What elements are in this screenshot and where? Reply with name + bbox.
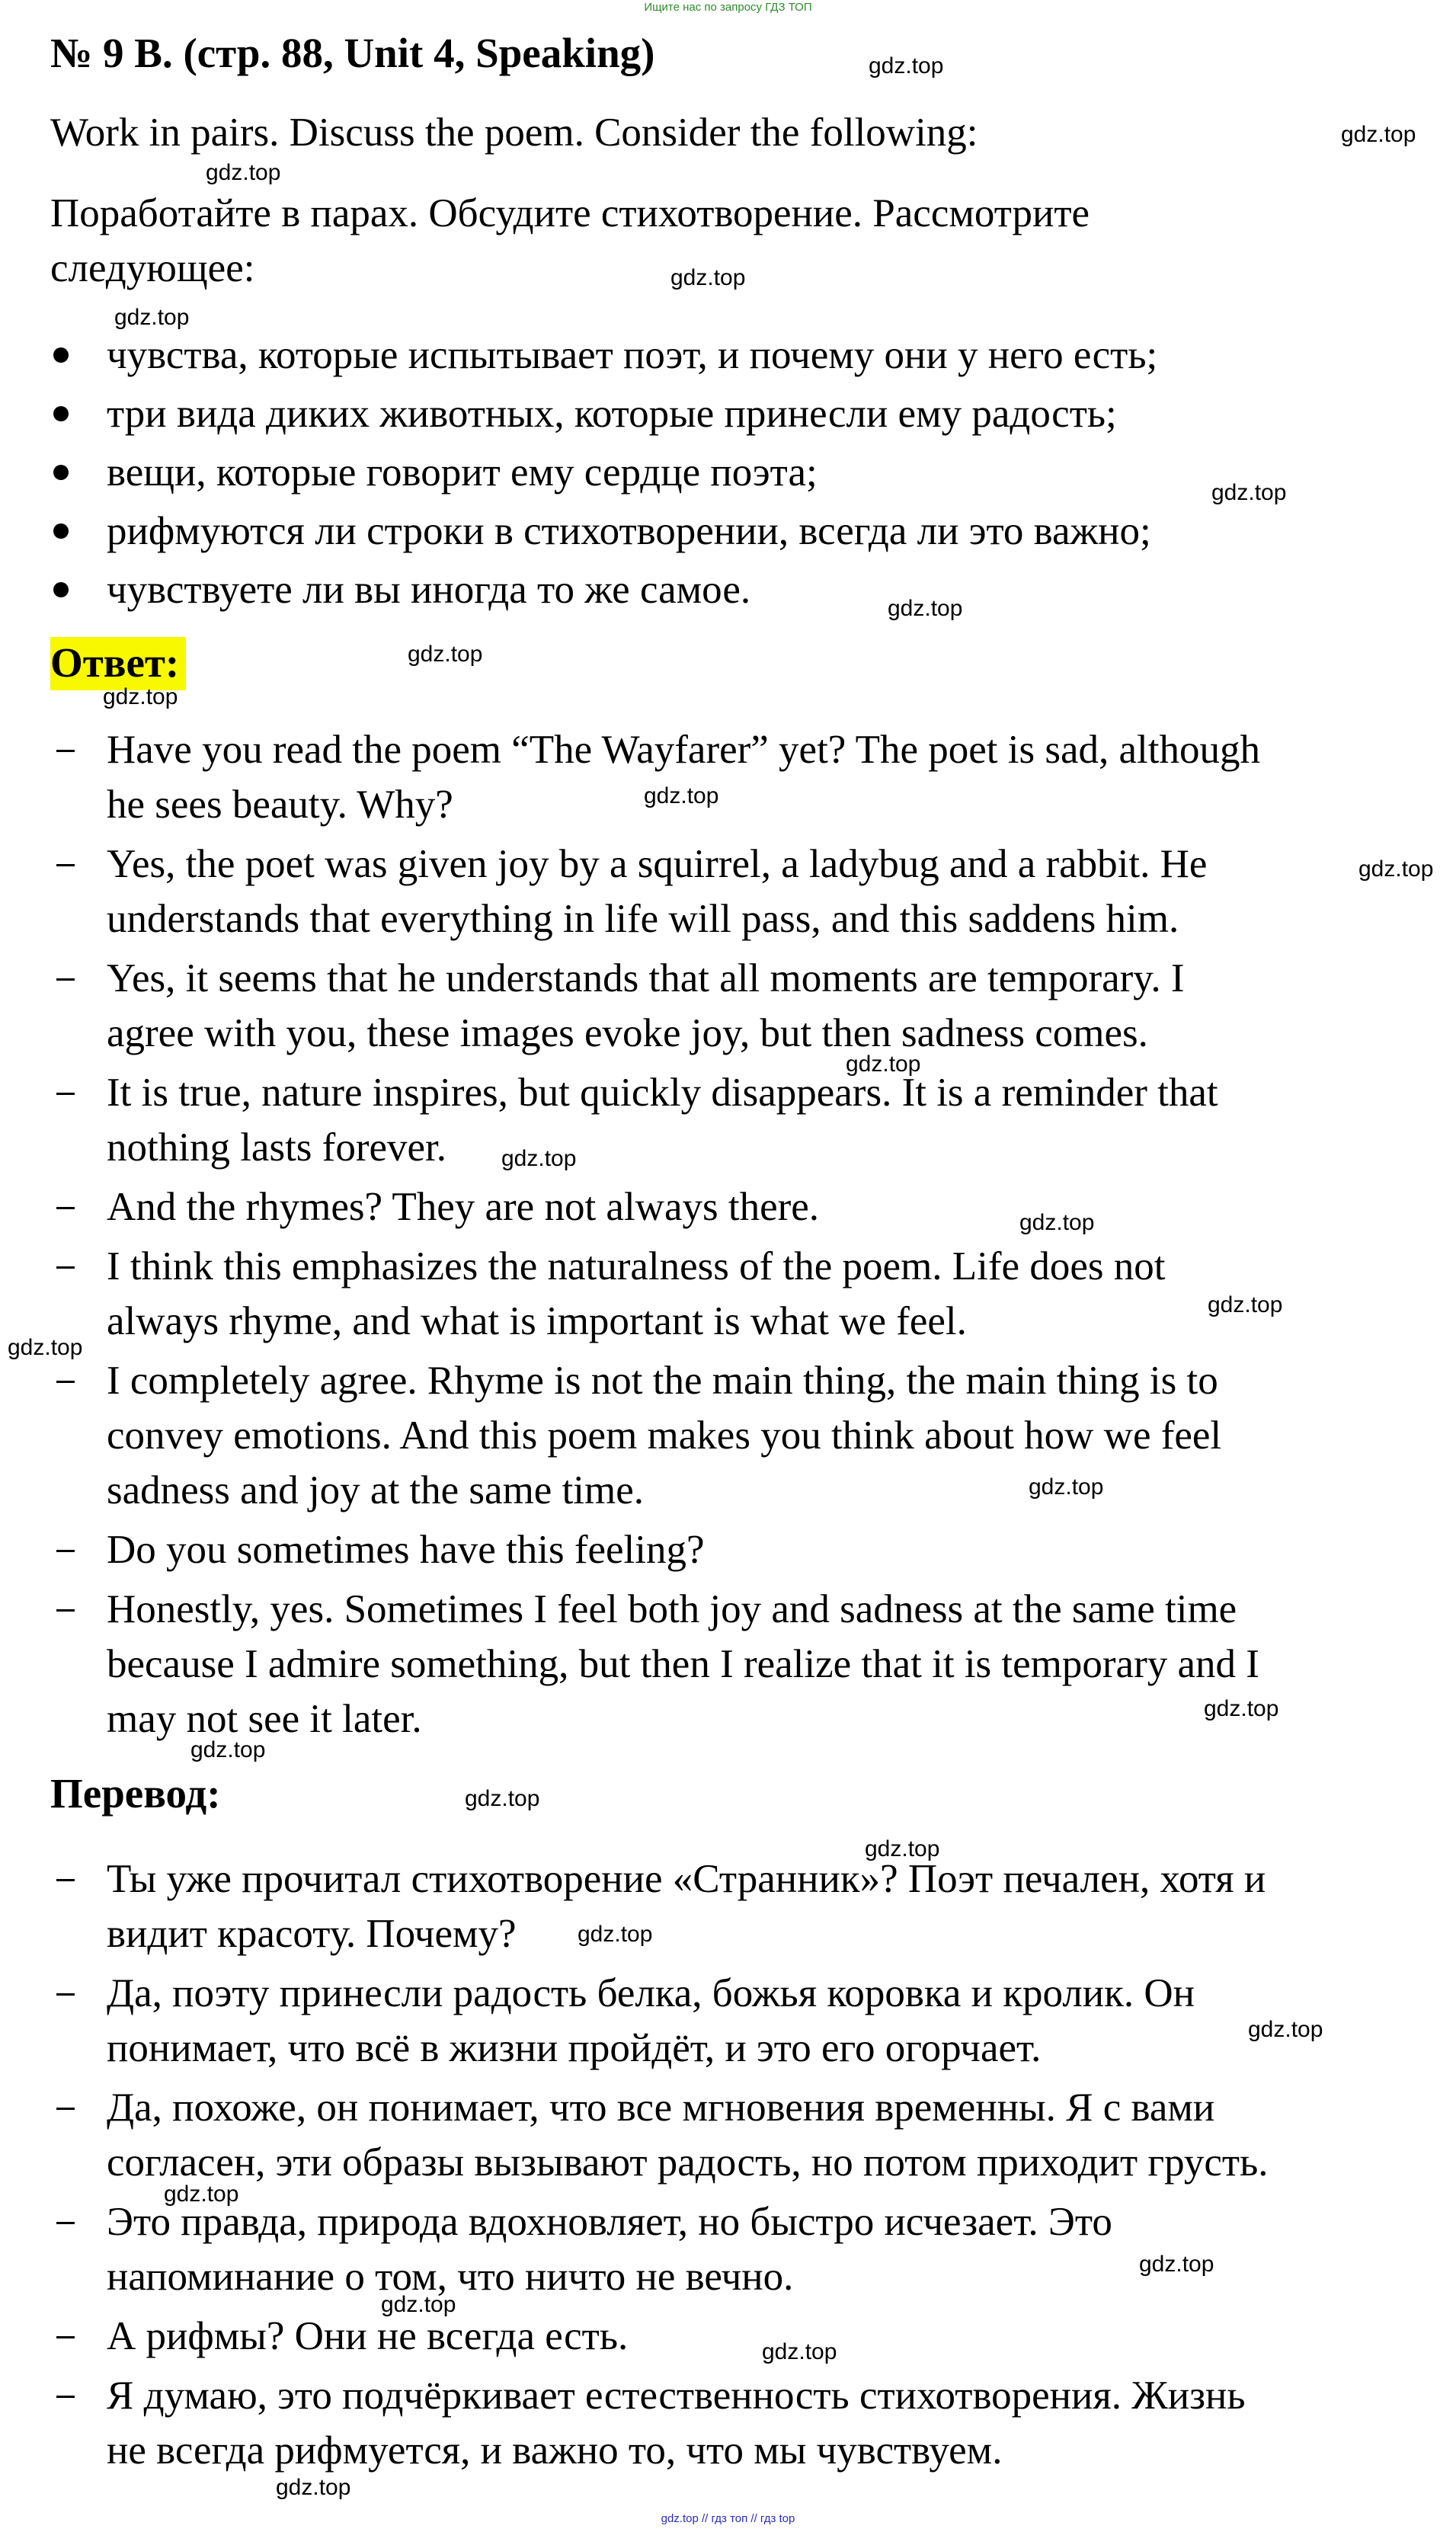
answer-line: Honestly, yes. Sometimes I feel both joy and sadness at the same time (107, 1587, 1237, 1631)
dash-icon (56, 2108, 75, 2110)
watermark: gdz.top (1341, 122, 1416, 147)
watermark: gdz.top (8, 1335, 83, 1360)
watermark: gdz.top (888, 596, 963, 621)
watermark: gdz.top (114, 305, 190, 330)
dash-icon (56, 1993, 75, 1996)
watermark: gdz.top (408, 642, 483, 667)
watermark: gdz.top (465, 1786, 540, 1811)
dash-icon (56, 1381, 75, 1383)
dash-icon (56, 1879, 75, 1881)
watermark: gdz.top (1204, 1696, 1279, 1721)
task-english: Work in pairs. Discuss the poem. Consider the following: (50, 110, 978, 155)
dash-icon (56, 1207, 75, 1209)
watermark: gdz.top (501, 1146, 577, 1171)
translation-line: А рифмы? Они не всегда есть. (107, 2314, 629, 2358)
dash-icon (56, 2396, 75, 2398)
translation-heading: Перевод: (50, 1770, 221, 1817)
task-item-2: три вида диких животных, которые принесли ему радость; (107, 392, 1117, 436)
watermark: gdz.top (190, 1737, 266, 1762)
dash-icon (56, 1266, 75, 1269)
translation-line: понимает, что всё в жизни пройдёт, и это его огорчает. (107, 2026, 1042, 2070)
bullet-icon (53, 406, 69, 421)
dash-icon (56, 2336, 75, 2338)
bullet-icon (53, 582, 69, 597)
answer-line: understands that everything in life will pass, and this saddens him. (107, 897, 1179, 941)
answer-heading: Ответ: (50, 639, 180, 686)
task-russian-line-2: следующее: (50, 246, 255, 290)
watermark: gdz.top (865, 1836, 940, 1861)
answer-line: I think this emphasizes the naturalness of the poem. Life does not (107, 1244, 1166, 1288)
translation-line: Я думаю, это подчёркивает естественность стихотворения. Жизнь (107, 2374, 1246, 2418)
translation-line: напоминание о том, что ничто не вечно. (107, 2255, 794, 2299)
bottom-banner: gdz.top // гдз топ // гдз top (661, 2512, 795, 2525)
answer-line: sadness and joy at the same time. (107, 1468, 645, 1512)
watermark: gdz.top (381, 2292, 456, 2317)
answer-line: he sees beauty. Why? (107, 783, 453, 827)
watermark: gdz.top (206, 160, 281, 185)
translation-line: видит красоту. Почему? (107, 1912, 517, 1956)
watermark: gdz.top (846, 1052, 921, 1077)
answer-line: And the rhymes? They are not always there. (107, 1185, 820, 1229)
watermark: gdz.top (276, 2475, 351, 2500)
translation-line: Ты уже прочитал стихотворение «Странник»? Поэт печален, хотя и (107, 1857, 1266, 1901)
answer-line: because I admire something, but then I realize that it is temporary and I (107, 1642, 1259, 1686)
answer-line: Yes, it seems that he understands that all moments are temporary. I (107, 956, 1185, 1000)
dash-icon (56, 2222, 75, 2224)
translation-line: Это правда, природа вдохновляет, но быстро исчезает. Это (107, 2200, 1112, 2244)
translation-line: не всегда рифмуется, и важно то, что мы чувствуем. (107, 2428, 1003, 2473)
translation-line: согласен, эти образы вызывают радость, но потом приходит грусть. (107, 2140, 1269, 2185)
bullet-icon (53, 523, 69, 539)
task-item-3: вещи, которые говорит ему сердце поэта; (107, 450, 818, 495)
page-title: № 9 B. (стр. 88, Unit 4, Speaking) (50, 30, 655, 76)
dash-icon (56, 1550, 75, 1552)
watermark: gdz.top (1029, 1474, 1104, 1500)
task-item-1: чувства, которые испытывает поэт, и почему они у него есть; (107, 333, 1158, 377)
task-item-4: рифмуются ли строки в стихотворении, всегда ли это важно; (107, 509, 1151, 553)
watermark: gdz.top (670, 265, 746, 290)
answer-line: I completely agree. Rhyme is not the main thing, the main thing is to (107, 1359, 1218, 1403)
answer-line: nothing lasts forever. (107, 1125, 446, 1170)
answer-line: may not see it later. (107, 1697, 422, 1741)
bullet-icon (53, 347, 69, 363)
watermark: gdz.top (869, 53, 944, 78)
watermark: gdz.top (762, 2339, 837, 2364)
bullet-icon (53, 465, 69, 480)
answer-line: Have you read the poem “The Wayfarer” yet? The poet is sad, although (107, 728, 1260, 772)
watermark: gdz.top (644, 783, 719, 808)
dash-icon (56, 978, 75, 981)
translation-line: Да, похоже, он понимает, что все мгновения временны. Я с вами (107, 2085, 1215, 2130)
watermark: gdz.top (103, 684, 178, 709)
dash-icon (56, 864, 75, 866)
watermark: gdz.top (1019, 1210, 1095, 1235)
dash-icon (56, 1093, 75, 1095)
answer-line: always rhyme, and what is important is what we feel. (107, 1299, 967, 1343)
watermark: gdz.top (1139, 2252, 1214, 2277)
dash-icon (56, 750, 75, 752)
dash-icon (56, 1609, 75, 1612)
answer-line: agree with you, these images evoke joy, but then sadness comes. (107, 1011, 1148, 1055)
watermark: gdz.top (1248, 2017, 1323, 2042)
watermark: gdz.top (578, 1922, 653, 1947)
answer-line: convey emotions. And this poem makes you think about how we feel (107, 1413, 1222, 1458)
watermark: gdz.top (1211, 480, 1287, 505)
task-russian-line-1: Поработайте в парах. Обсудите стихотворение. Рассмотрите (50, 191, 1090, 235)
watermark: gdz.top (1358, 856, 1434, 882)
translation-line: Да, поэту принесли радость белка, божья коровка и кролик. Он (107, 1971, 1195, 2015)
answer-line: Yes, the poet was given joy by a squirrel, a ladybug and a rabbit. He (107, 842, 1208, 886)
watermark: gdz.top (164, 2181, 239, 2207)
answer-line: It is true, nature inspires, but quickly disappears. It is a reminder that (107, 1071, 1218, 1115)
task-item-5: чувствуете ли вы иногда то же самое. (107, 568, 751, 612)
watermark: gdz.top (1208, 1292, 1283, 1317)
answer-line: Do you sometimes have this feeling? (107, 1528, 705, 1572)
top-banner: Ищите нас по запросу ГДЗ ТОП (644, 1, 812, 14)
